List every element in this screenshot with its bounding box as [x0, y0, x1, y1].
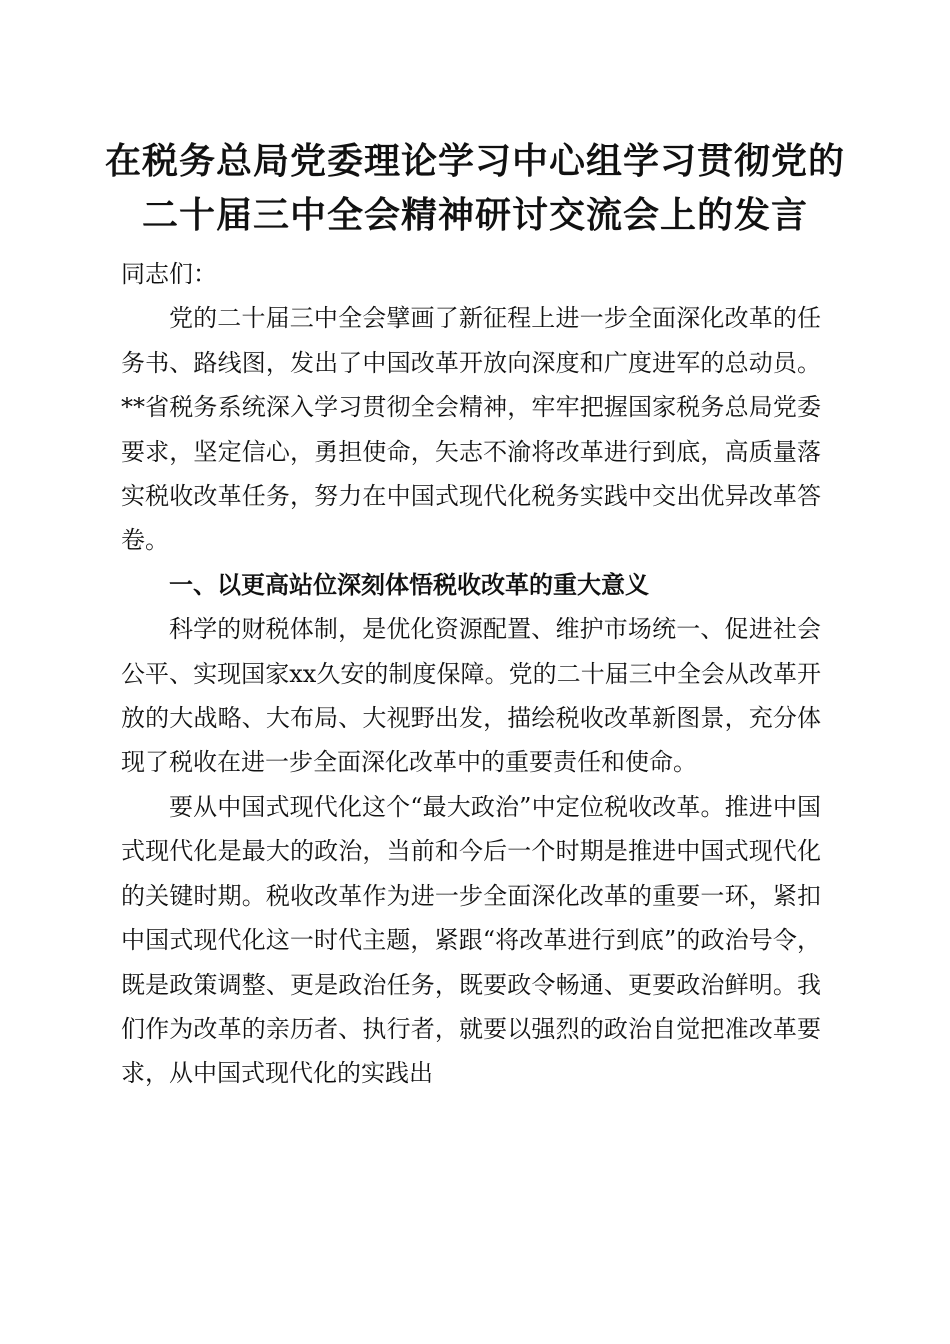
salutation: 同志们： — [121, 260, 217, 288]
document-body — [121, 252, 821, 1096]
section-heading-1: 一、以更高站位深刻体悟税收改革的重大意义 — [169, 570, 649, 599]
document-title — [100, 134, 850, 242]
paragraph-section1-1: 科学的财税体制，是优化资源配置、维护市场统一、促进社会公平、实现国家xx久安的制度保障。党的二十届三中全会从改革开放的大战略、大布局、大视野出发，描绘税收改革新图景，充分体现了税收在进一步全面深化改革中的重要责任和使命。 — [121, 615, 821, 777]
title-line-2: 二十届三中全会精神研讨交流会上的发言 — [141, 194, 808, 236]
paragraph-intro: 党的二十届三中全会擘画了新征程上进一步全面深化改革的任务书、路线图，发出了中国改革开放向深度和广度进军的总动员。**省税务系统深入学习贯彻全会精神，牢牢把握国家税务总局党委要求，坚定信心，勇担使命，矢志不渝将改革进行到底，高质量落实税收改革任务，努力在中国式现代化税务实践中交出优异改革答卷。 — [121, 304, 821, 555]
title-line-1: 在税务总局党委理论学习中心组学习贯彻党的 — [104, 140, 845, 182]
paragraph-section1-2: 要从中国式现代化这个“最大政治”中定位税收改革。推进中国式现代化是最大的政治，当前和今后一个时期是推进中国式现代化的关键时期。税收改革作为进一步全面深化改革的重要一环，紧扣中国式现代化这一时代主题，紧跟“将改革进行到底”的政治号令，既是政策调整、更是政治任务，既要政令畅通、更要政治鲜明。我们作为改革的亲历者、执行者，就要以强烈的政治自觉把准改革要求，从中国式现代化的实践出 — [121, 792, 821, 1088]
